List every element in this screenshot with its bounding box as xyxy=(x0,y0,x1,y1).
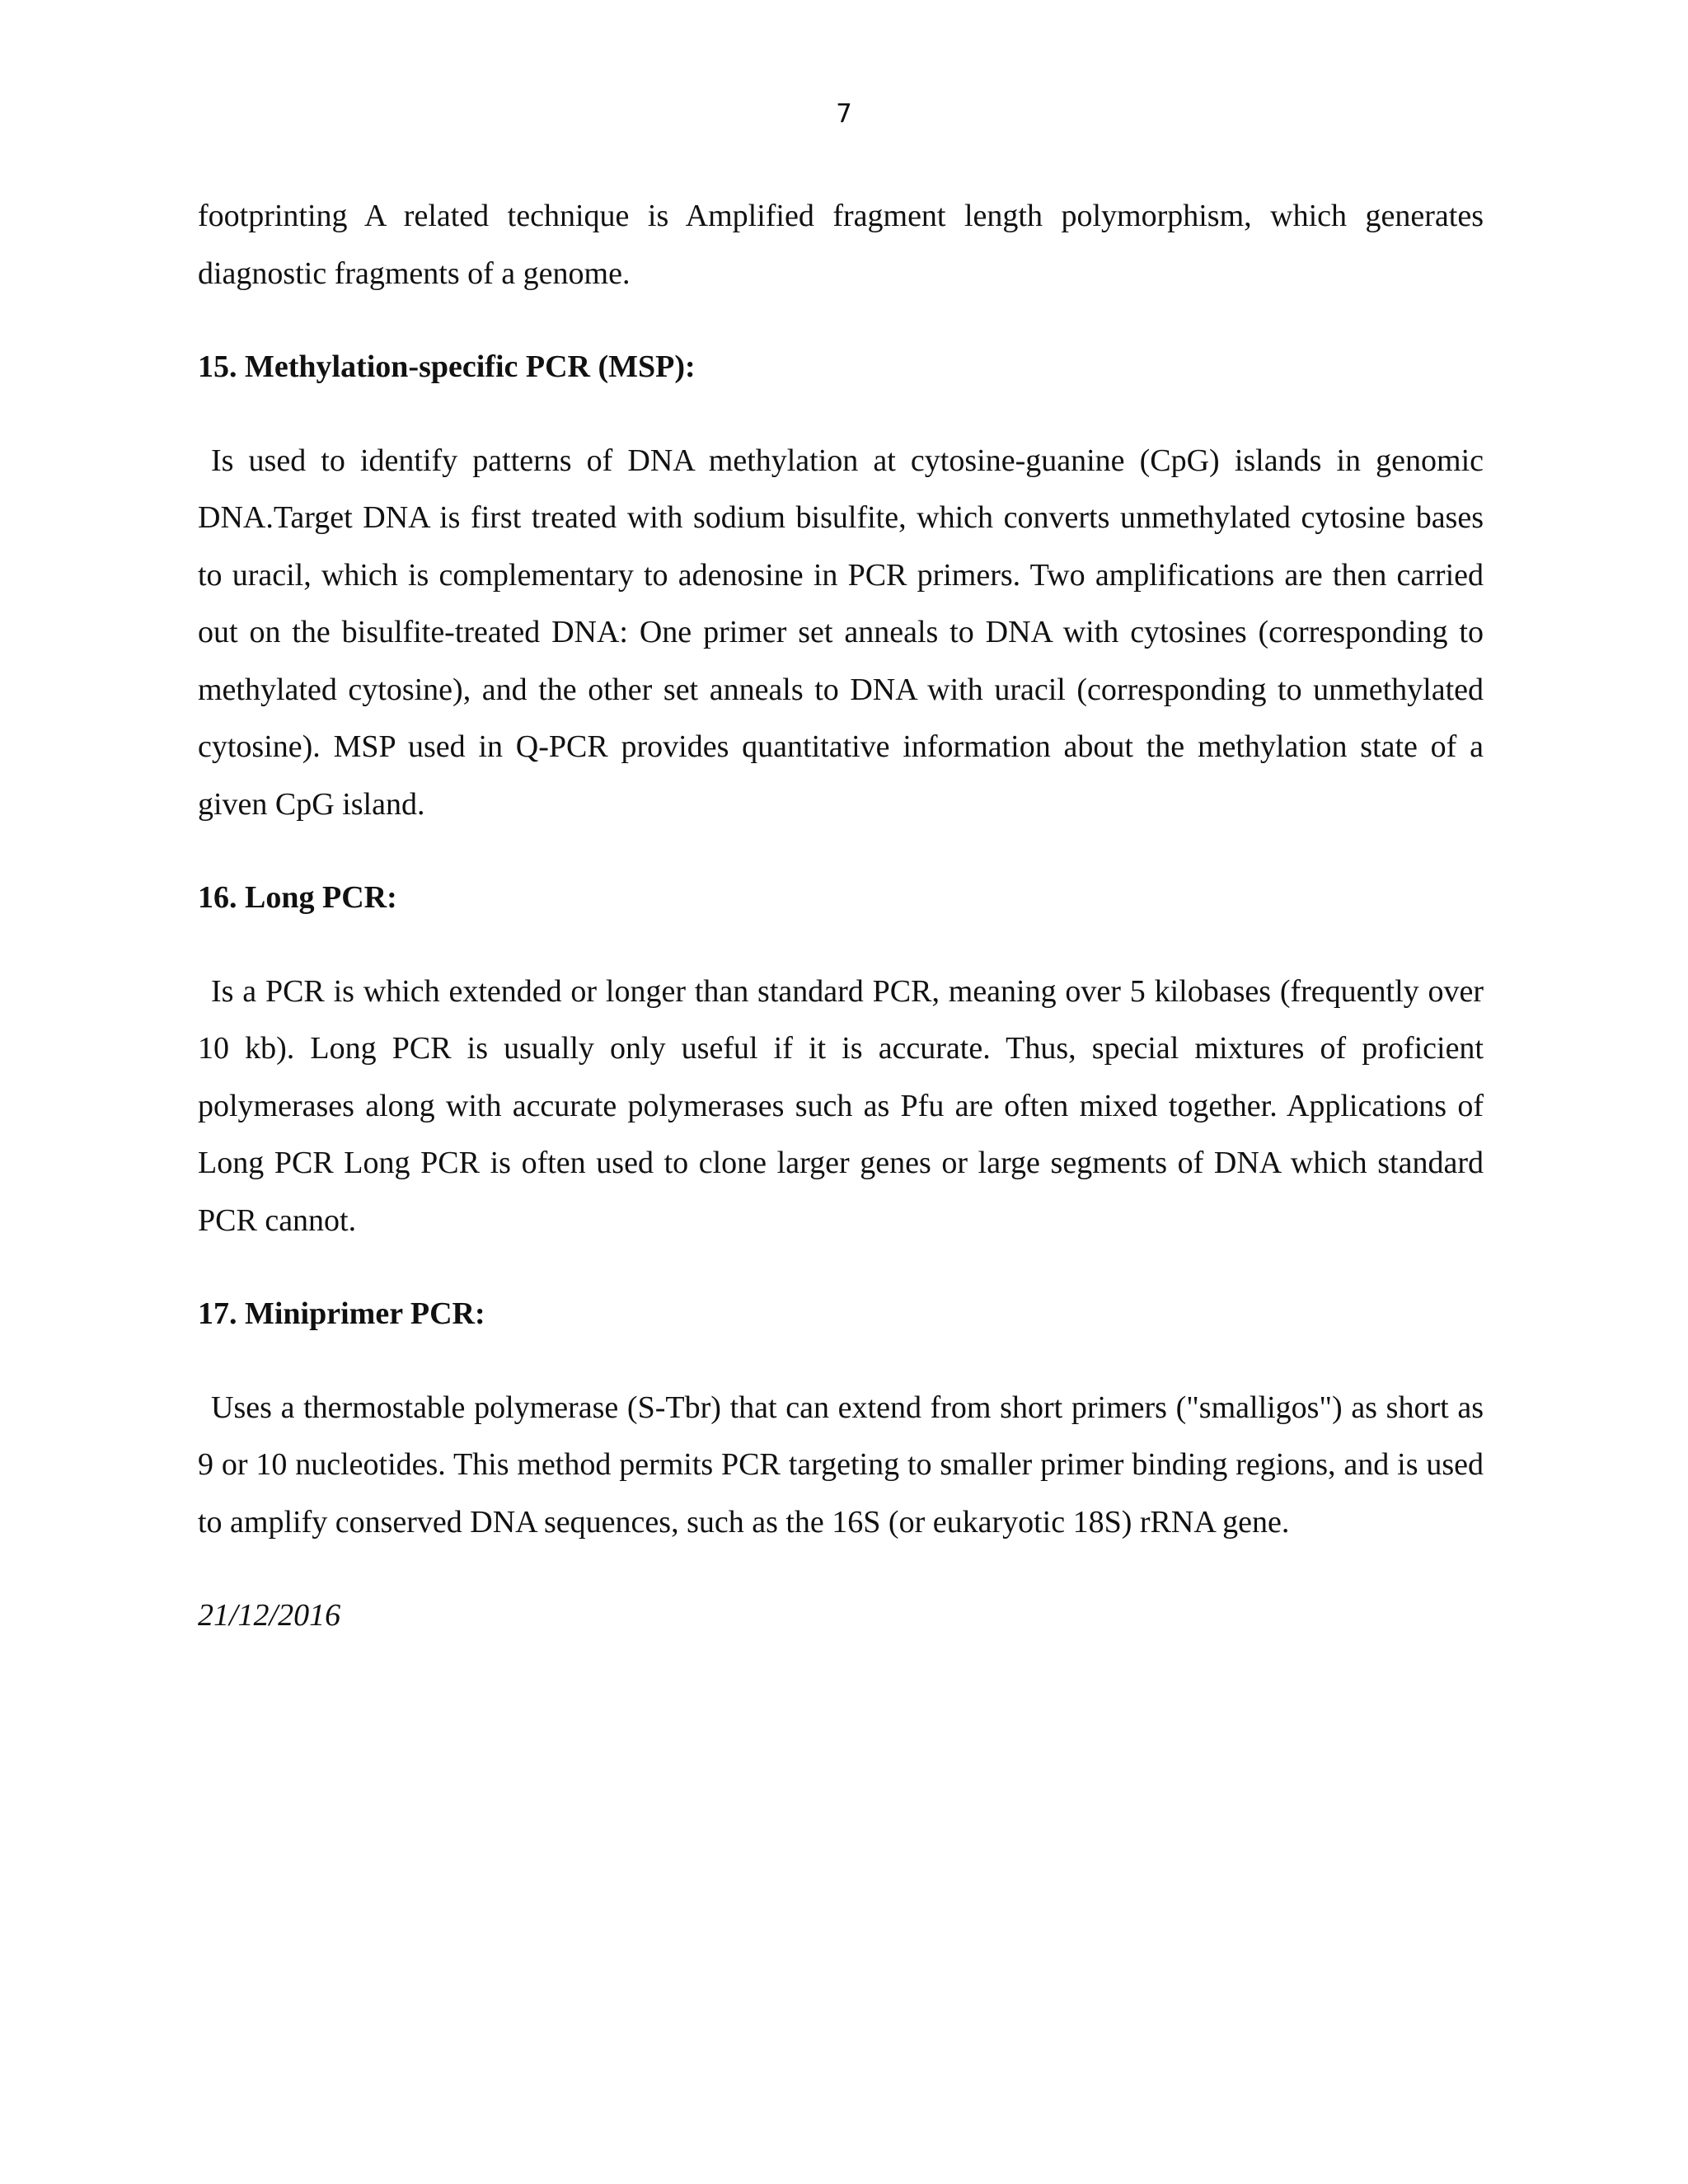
section-body-miniprimer-pcr: Uses a thermostable polymerase (S-Tbr) that can extend from short primers ("smalligos") as short as 9 or 10 nucleotides. This method permits PCR targeting to smaller primer binding regions, and is used to amplify conserved DNA sequences, such as the 16S (or eukaryotic 18S) rRNA gene. xyxy=(198,1390,1484,1540)
page-number: 7 xyxy=(836,99,852,129)
page-content xyxy=(198,188,1484,1645)
section-heading-msp: 15. Methylation-specific PCR (MSP): xyxy=(198,349,696,384)
section-body-msp: Is used to identify patterns of DNA methylation at cytosine-guanine (CpG) islands in genomic DNA.Target DNA is first treated with sodium bisulfite, which converts unmethylated cytosine bases to uracil, which is complementary to adenosine in PCR primers. Two amplifications are then carried out on the bisulfite-treated DNA: One primer set anneals to DNA with cytosines (corresponding to methylated cytosine), and the other set anneals to DNA with uracil (corresponding to unmethylated cytosine). MSP used in Q-PCR provides quantitative information about the methylation state of a given CpG island. xyxy=(198,443,1484,822)
section-body-long-pcr: Is a PCR is which extended or longer than standard PCR, meaning over 5 kilobases (frequently over 10 kb). Long PCR is usually only useful if it is accurate. Thus, special mixtures of proficient polymerases along with accurate polymerases such as Pfu are often mixed together. Applications of Long PCR Long PCR is often used to clone larger genes or large segments of DNA which standard PCR cannot. xyxy=(198,973,1484,1238)
section-heading-long-pcr: 16. Long PCR: xyxy=(198,880,397,915)
intro-paragraph: footprinting A related technique is Amplified fragment length polymorphism, which generates diagnostic fragments of a genome. xyxy=(198,199,1484,291)
section-heading-miniprimer-pcr: 17. Miniprimer PCR: xyxy=(198,1296,485,1331)
document-date: 21/12/2016 xyxy=(198,1598,341,1633)
